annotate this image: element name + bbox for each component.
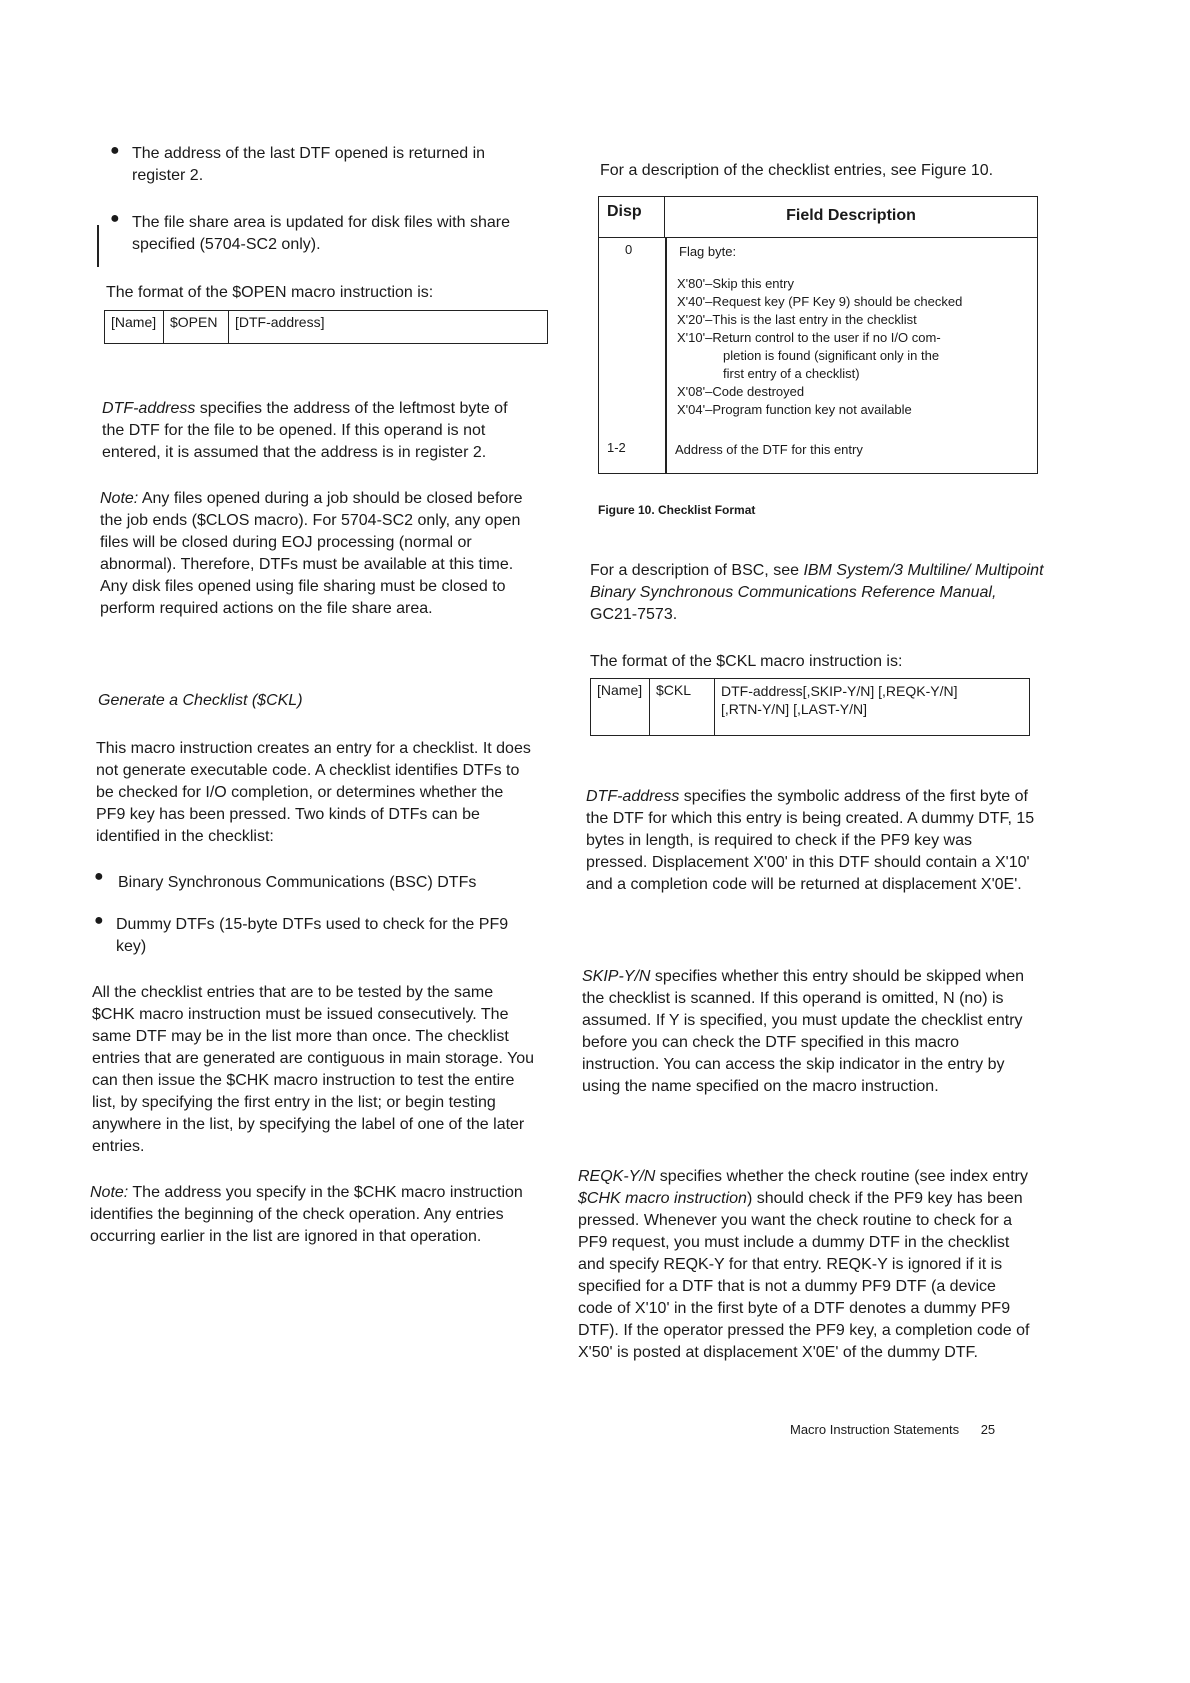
definition: specifies whether the check routine (see index entry — [655, 1168, 1028, 1185]
definition: specifies whether this entry should be skipped when the checklist is scanned. If this operand is omitted, N (no) is assumed. If Y is specified, you must update the checklist entry before you can check the DTF specified in this macro instruction. You can access the skip indicator in the entry by using the name specified on the macro instruction. — [582, 968, 1025, 1095]
footer-title: Macro Instruction Statements — [790, 1422, 960, 1437]
note-paragraph — [100, 488, 540, 620]
operand-cell: [DTF-address] — [235, 314, 325, 330]
op-cell: $OPEN — [164, 311, 229, 343]
definition: specifies the symbolic address of the first byte of the DTF for which this entry is being created. A dummy DTF, 15 bytes in length, is required to check if the PF9 key was pressed. Displacement X'00' in this DTF should contain a X'10' and a completion code will be returned at displacement X'0E'. — [586, 788, 1035, 893]
page-footer — [790, 1422, 995, 1437]
body-paragraph: This macro instruction creates an entry for a checklist. It does not generate executable code. A checklist identifies DTFs to be checked for I/O completion, or determines whether the PF9 key has been pressed. Two kinds of DTFs can be identified in the checklist: — [96, 740, 531, 845]
flag-entry: X'08'–Code destroyed — [677, 384, 805, 399]
bullet-item: Dummy DTFs (15-byte DTFs used to check for the PF9 key) — [116, 916, 509, 955]
name-cell: [Name] — [105, 311, 164, 343]
definition: ) should check if the PF9 key has been pressed. Whenever you want the check routine to check for a PF9 request, you must include a dummy DTF in the checklist and specify REQK-Y for that entry. REQK-Y is ignored if it is specified for a DTF that is not a dummy PF9 DTF (a device code of X'10' in the first byte of a DTF denotes a dummy PF9 DTF). If the operator pressed the PF9 key, a completion code of X'50' is posted at displacement X'0E' of the dummy DTF. — [578, 1190, 1030, 1361]
flag-entry: pletion is found (significant only in the — [723, 348, 940, 363]
bsc-paragraph — [590, 560, 1045, 626]
operand-line: DTF-address[,SKIP-Y/N] [,REQK-Y/N] — [721, 683, 958, 699]
address-row: Address of the DTF for this entry — [675, 442, 863, 457]
figure-header — [599, 197, 1037, 238]
format-intro: The format of the $OPEN macro instruction is: — [106, 284, 434, 301]
flag-entry: X'20'–This is the last entry in the checklist — [677, 312, 917, 327]
operand-cell — [715, 679, 1029, 735]
disp-value: 0 — [625, 242, 633, 257]
index-entry: $CHK macro instruction — [578, 1190, 747, 1207]
bsc-post: GC21-7573. — [590, 606, 678, 623]
figure-intro — [600, 160, 1040, 182]
skip-paragraph — [582, 966, 1032, 1098]
op-cell: $CKL — [650, 679, 715, 735]
flag-entry: X'80'–Skip this entry — [677, 276, 794, 291]
bullet-icon: ● — [110, 210, 120, 227]
flag-entry: first entry of a checklist) — [723, 366, 860, 381]
bullet-icon: ● — [94, 868, 104, 885]
section-heading: Generate a Checklist ($CKL) — [98, 692, 303, 709]
flag-entry: X'10'–Return control to the user if no I/O com- — [677, 330, 941, 345]
term: SKIP-Y/N — [582, 968, 651, 985]
bullet-icon: ● — [110, 142, 120, 159]
dtf-address-paragraph — [102, 398, 532, 464]
field-description-header: Field Description — [786, 207, 916, 224]
dtf-address-paragraph — [586, 786, 1036, 896]
change-bar — [97, 225, 99, 267]
note-label: Note: — [100, 490, 139, 507]
disp-value: 1-2 — [607, 440, 626, 455]
reqk-paragraph — [578, 1166, 1033, 1364]
page-number: 25 — [980, 1422, 996, 1437]
operand-line: [,RTN-Y/N] [,LAST-Y/N] — [721, 701, 867, 717]
bullet-item: The address of the last DTF opened is returned in register 2. — [132, 145, 486, 184]
name-cell: [Name] — [591, 679, 650, 735]
note-text: The address you specify in the $CHK macro instruction identifies the beginning of the check operation. Any entries occurring earlier in the list are ignored in that operation. — [90, 1184, 523, 1245]
ckl-format-intro: The format of the $CKL macro instruction is: — [590, 653, 903, 670]
flag-entry: X'40'–Request key (PF Key 9) should be checked — [677, 294, 963, 309]
bullet-item: Binary Synchronous Communications (BSC) DTFs — [118, 874, 477, 891]
term: DTF-address — [102, 400, 196, 417]
note-text: Any files opened during a job should be closed before the job ends ($CLOS macro). For 5704-SC2 only, any open files will be closed during EOJ processing (normal or abnormal). Therefore, DTFs must be available at this time. Any disk files opened using file sharing must be closed to perform required actions on the file share area. — [100, 490, 523, 617]
term: REQK-Y/N — [578, 1168, 656, 1185]
flag-entry: X'04'–Program function key not available — [677, 402, 912, 417]
column-divider — [665, 237, 667, 473]
note-label: Note: — [90, 1184, 129, 1201]
note-paragraph — [90, 1182, 538, 1248]
term: DTF-address — [586, 788, 680, 805]
disp-header: Disp — [599, 197, 665, 237]
checklist-format-figure — [598, 196, 1038, 474]
open-format-box — [104, 310, 548, 344]
flag-byte-label: Flag byte: — [679, 244, 737, 259]
bullet-item: The file share area is updated for disk files with share specified (5704-SC2 only). — [132, 214, 510, 253]
figure-caption: Figure 10. Checklist Format — [598, 503, 756, 517]
bullet-icon: ● — [94, 912, 104, 929]
ckl-format-box — [590, 678, 1030, 736]
body-paragraph: All the checklist entries that are to be tested by the same $CHK macro instruction must be issued consecutively. The same DTF may be in the list more than once. The checklist entries that are generated are contiguous in main storage. You can then issue the $CHK macro instruction to test the entire list, by specifying the first entry in the list; or begin testing anywhere in the list, by specifying the label of one of the later entries. — [92, 984, 535, 1155]
bsc-title: IBM System/3 Multiline/ Multipoint Binary Synchronous Communications Reference Manual, — [590, 562, 1044, 601]
bsc-pre: For a description of BSC, see — [590, 562, 804, 579]
figure-intro-text: For a description of the checklist entries, see Figure 10. — [600, 162, 994, 179]
definition: specifies the address of the leftmost byte of the DTF for the file to be opened. If this operand is not entered, it is assumed that the address is in register 2. — [102, 400, 508, 461]
